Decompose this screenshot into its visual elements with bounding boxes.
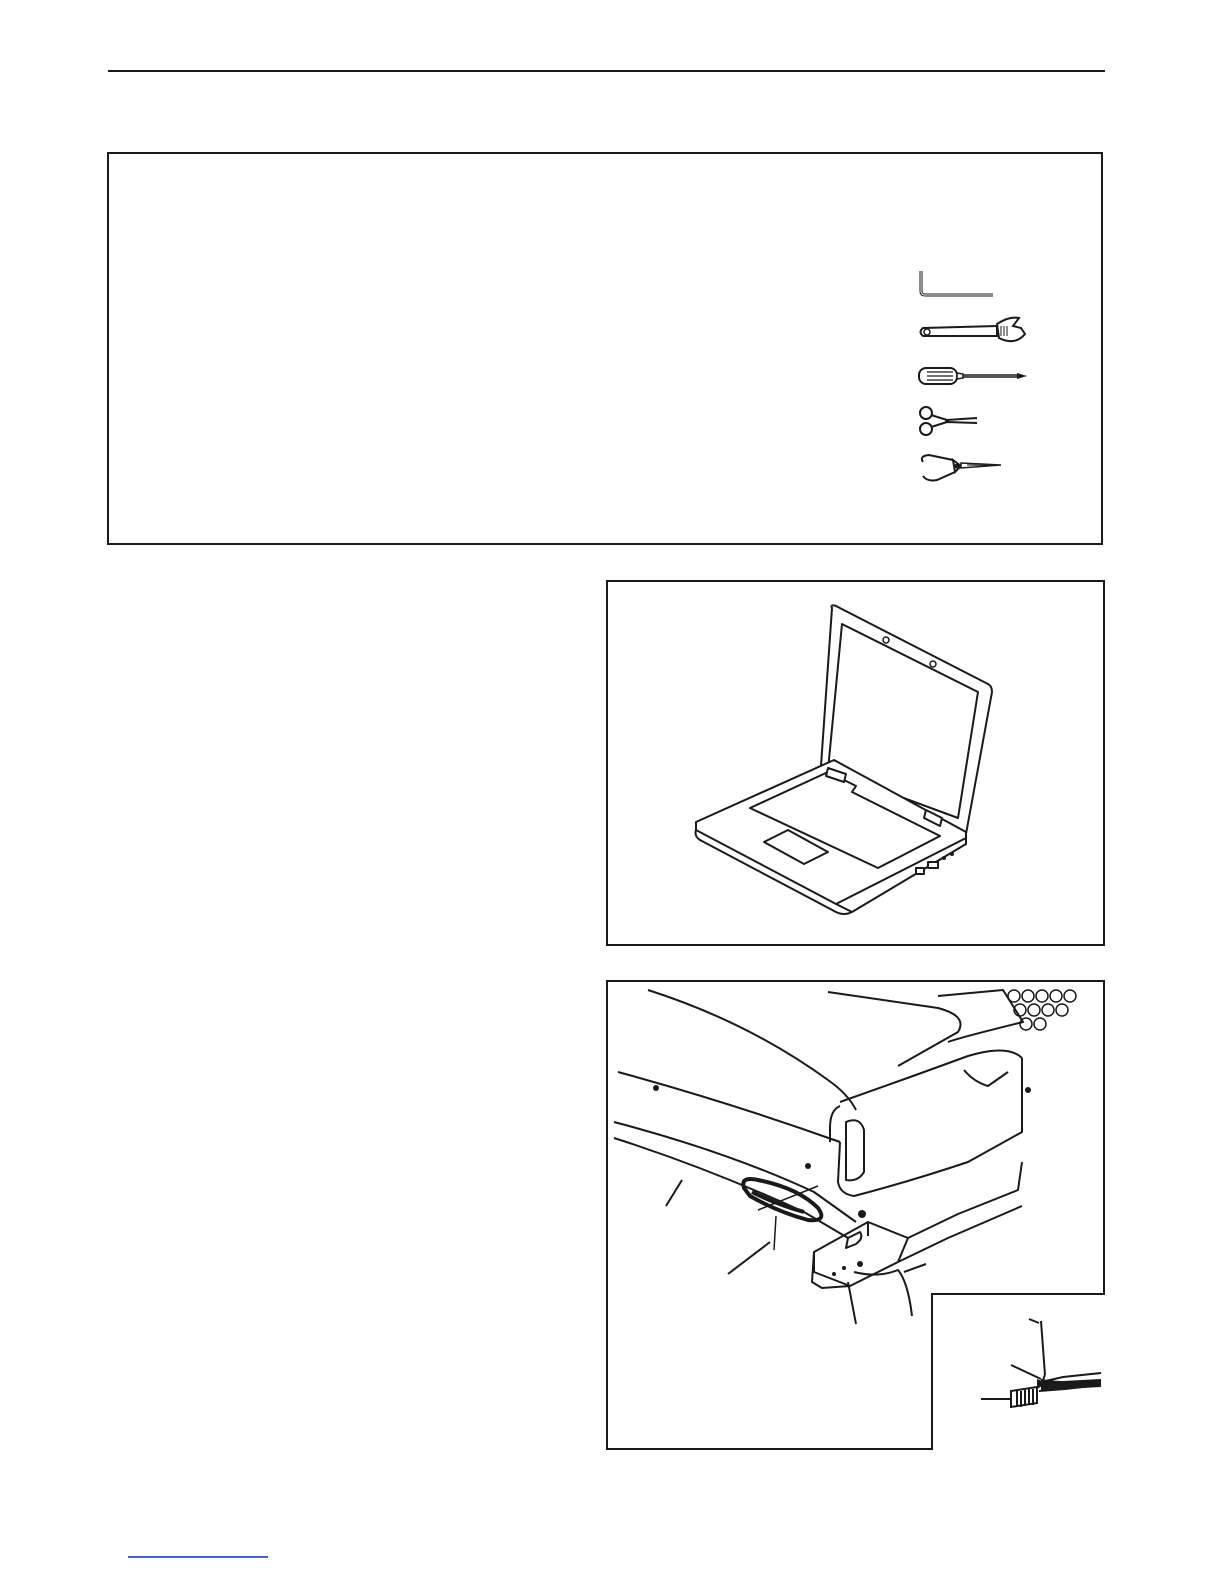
wire-connector-icon — [933, 1295, 1105, 1450]
tools-needed-box — [107, 152, 1103, 545]
needlenose-pliers-icon — [917, 452, 1007, 486]
allen-wrench-icon — [917, 269, 997, 299]
tool-list — [909, 254, 1089, 494]
phillips-screwdriver-icon — [917, 364, 1032, 388]
adjustable-wrench-icon — [917, 314, 1032, 348]
scissors-icon — [917, 404, 987, 438]
header-rule — [108, 70, 1105, 72]
wire-connector-inset — [931, 1293, 1105, 1450]
figure-treadmill-base — [606, 980, 1105, 1450]
footer-link-underline[interactable] — [128, 1556, 268, 1558]
laptop-computer-icon — [608, 582, 1103, 944]
figure-laptop — [606, 580, 1105, 946]
